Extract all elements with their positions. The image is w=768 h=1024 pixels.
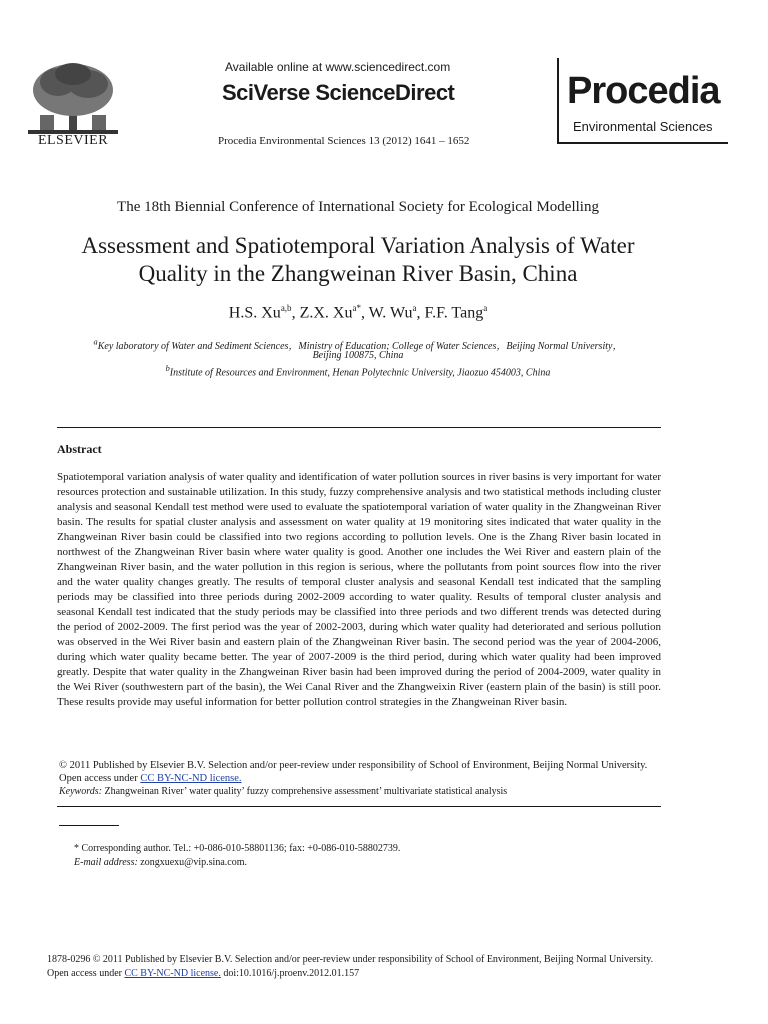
email-label: E-mail address:	[74, 857, 138, 868]
affiliation-mark: a	[93, 337, 98, 347]
email-address-line	[74, 857, 247, 868]
author-name: F.F. Tang	[424, 304, 484, 322]
available-online-text: Available online at www.sciencedirect.com	[225, 60, 451, 74]
affiliation-a-line-1: Key laboratory of Water and Sediment Sciences，Ministry of Education; College of Water Sciences，Beijing Normal University，	[97, 341, 623, 352]
publisher-name: ELSEVIER	[37, 133, 109, 148]
author-separator: ,	[416, 304, 425, 322]
doi-line	[47, 968, 359, 979]
author-name: W. Wu	[368, 304, 413, 322]
affiliation-a-line-2: Beijing 100875, China	[312, 350, 404, 361]
footnote-rule	[59, 825, 119, 826]
open-access-prefix: Open access under	[47, 968, 125, 979]
doi-text: doi:10.1016/j.proenv.2012.01.157	[220, 968, 360, 979]
author-name: H.S. Xu	[228, 304, 281, 322]
paper-title-line-2: Quality in the Zhangweinan River Basin, China	[138, 261, 578, 286]
author-separator: ,	[360, 304, 369, 322]
section-divider	[57, 806, 661, 807]
email-value: zongxuexu@vip.sina.com.	[137, 857, 247, 868]
affiliation-b	[0, 364, 716, 378]
keywords-line	[59, 786, 507, 797]
keywords-text: Zhangweinan River’ water quality’ fuzzy comprehensive assessment’ multivariate statistical analysis	[101, 786, 508, 797]
author-affiliation-mark: a*	[352, 303, 361, 313]
conference-name: The 18th Biennial Conference of International Society for Ecological Modelling	[117, 199, 599, 215]
paper-title-line-1: Assessment and Spatiotemporal Variation Analysis of Water	[81, 233, 635, 258]
issn-copyright-line: 1878-0296 © 2011 Published by Elsevier B.V. Selection and/or peer-review under responsibility of School of Environment, Beijing Normal University.	[47, 954, 654, 965]
corresponding-author-note: * Corresponding author. Tel.: +0-086-010-58801136; fax: +0-086-010-58802739.	[74, 843, 401, 854]
abstract-heading: Abstract	[57, 442, 102, 456]
author-separator: ,	[291, 304, 300, 322]
platform-name: SciVerse ScienceDirect	[222, 80, 455, 105]
abstract-body: Spatiotemporal variation analysis of water quality and identification of water pollution sources in river basins is very important for water resources protection and sustainable utilization. In this study, fuzzy comprehensive analysis and two statistical methods including cluster analysis and seasonal Kendall test method were used to evaluate the spatiotemporal variation of water quality in the Zhangweinan River basin. The results for spatial cluster analysis and assessment on water quality at 19 monitoring sites indicated that water quality in the Zhangweinan River basin could be classified into two regions according to pollution levels. One is the Zhang River basin located in northwest of the Zhangweinan River basin where water quality is good. Another one includes the Wei River and eastern plain of the Zhangweinan River basin, and the water pollution in this region is serious, where the pollutants from point sources flow into the river and the water quality changes greatly. The results of temporal cluster analysis and seasonal Kendall test indicated that the sampling periods may be classified into three periods during 2002-2009 according to water quality. Results of temporal cluster analysis and seasonal Kendall test indicated that the study periods may be classified into three periods and two different trends was detected during the period of 2002-2009. The first period was the year of 2002-2003, during which water quality had deteriorated and serious pollution was observed in the Wei River basin and eastern plain of the Zhangweinan River basin. The second period was the year of 2004-2006, during which water quality became better. The year of 2007-2009 is the third period, during which water quality had been improved greatly. Despite that water quality in the Zhangweinan River basin had been improved during the period of 2004-2009, water quality in the Wei River (southwestern part of the basin), the Wei Canal River and the Zhangweixin River (eastern plain of the basin) is still poor. These results provide may useful information for better pollution control strategies in the Zhangweinan River basin.	[57, 471, 661, 708]
author-affiliation-mark: a	[412, 303, 417, 313]
open-access-line	[59, 773, 242, 784]
license-link[interactable]: CC BY-NC-ND license.	[124, 968, 221, 979]
author-list	[0, 303, 716, 322]
open-access-prefix: Open access under	[59, 773, 141, 784]
copyright-notice: © 2011 Published by Elsevier B.V. Selection and/or peer-review under responsibility of School of Environment, Beijing Normal University.	[59, 760, 648, 771]
journal-brand-subtitle: Environmental Sciences	[573, 119, 713, 134]
author-affiliation-mark: a,b	[280, 303, 292, 313]
author-affiliation-mark: a	[483, 303, 488, 313]
journal-brand-title: Procedia	[567, 70, 720, 112]
section-divider	[57, 427, 661, 428]
affiliation-mark: b	[165, 364, 170, 373]
author-name: Z.X. Xu	[299, 304, 353, 322]
journal-citation: Procedia Environmental Sciences 13 (2012) 1641 – 1652	[218, 135, 470, 147]
keywords-label: Keywords:	[59, 786, 102, 797]
license-link[interactable]: CC BY-NC-ND license.	[140, 773, 242, 784]
affiliation-b-text: Institute of Resources and Environment, Henan Polytechnic University, Jiaozuo 454003, China	[169, 367, 551, 379]
